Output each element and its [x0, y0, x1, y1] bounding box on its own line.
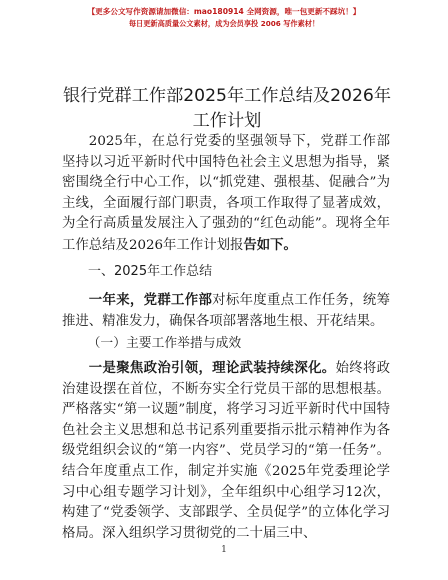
- measure-paragraph-1: [62, 358, 390, 544]
- document-title: 银行党群工作部2025年工作总结及2026年工作计划: [62, 86, 392, 131]
- summary-paragraph: [62, 290, 390, 332]
- summary-text: 对标年度重点工作任务，统筹推进、精准发力，确保各项部署落地生根、开花结果。: [62, 293, 391, 329]
- intro-paragraph: [62, 132, 390, 257]
- measure-text: 始终将政治建设摆在首位，不断夯实全行党员干部的思想根基。严格落实“第一议题”制度，将学习习近平新时代中国特色社会主义思想和总书记系列重要指示批示精神作为各级党组织会议的“第一内容”、党员学习的“第一任务”。结合年度重点工作，制定并实施《2025年党委理论学习中心组专题学习计划》，全年组织中心组学习12次，构建了“党委领学、支部跟学、全员促学”的立体化学习格局。深入组织学习贯彻党的二十届三中、: [62, 361, 391, 541]
- intro-bold-tail: 告如下。: [243, 236, 297, 253]
- promo-banner-line1: 【更多公文写作资源请加微信：mao180914 全网资源，唯一包更新不踩坑！】: [87, 7, 361, 16]
- intro-text: 2025年，在总行党委的坚强领导下，党群工作部坚持以习近平新时代中国特色社会主义思想为指导，紧密围绕全行中心工作，以“抓党建、强根基、促融合”为主线，全面履行部门职责，各项工作取得了显著成效，为全行高质量发展注入了强劲的“红色动能”。现将全年工作总结及2026年工作计划报: [62, 134, 390, 253]
- subsection-heading-1: （一）主要工作举措与成效: [87, 336, 242, 351]
- page-number: 1: [221, 545, 227, 555]
- summary-bold-lead: 一年来，党群工作部: [88, 292, 213, 308]
- section-heading-1: 一、2025年工作总结: [88, 264, 213, 279]
- promo-banner-line2: 每日更新高质量公文素材，成为会员享投 2006 写作素材！: [128, 19, 320, 28]
- measure-bold-lead: 一是聚焦政治引领，理论武装持续深化。: [88, 360, 336, 376]
